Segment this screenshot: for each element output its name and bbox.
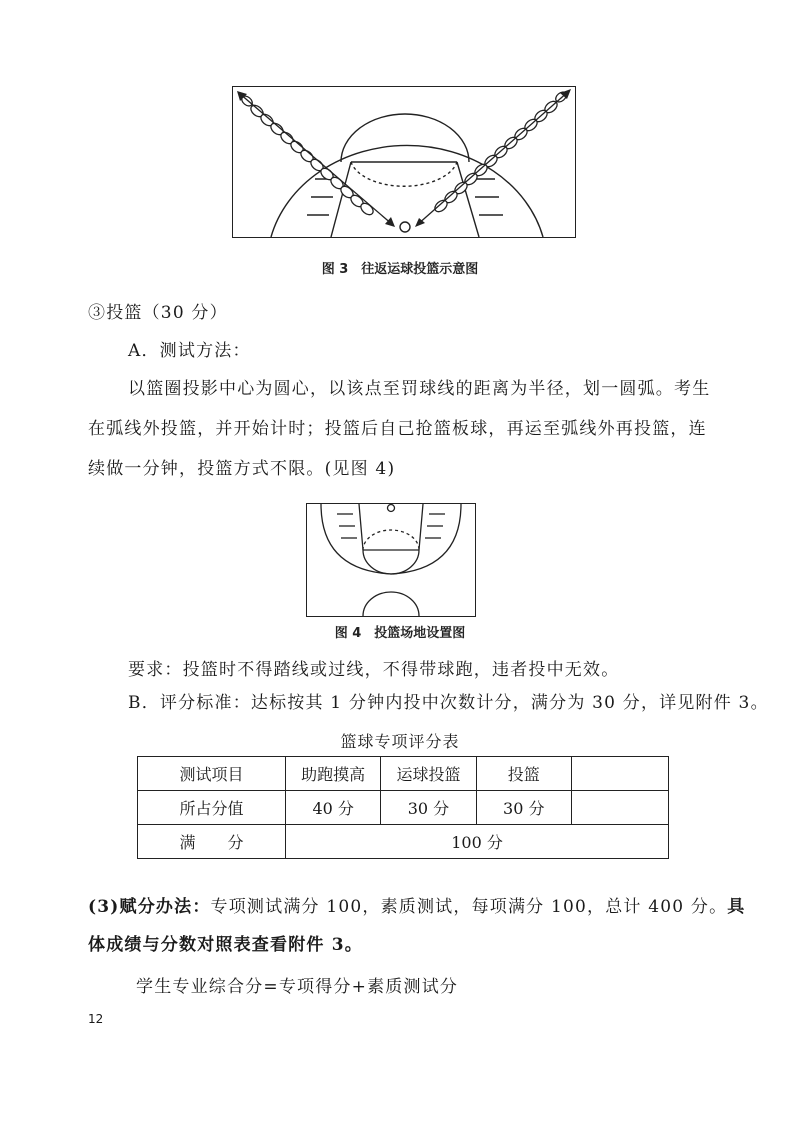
- table-cell: 30 分: [476, 791, 571, 825]
- table-cell: 测试项目: [138, 757, 286, 791]
- test-method-line-3: 续做一分钟，投篮方式不限。(见图 4): [88, 459, 396, 479]
- shooting-court-diagram: [307, 504, 475, 616]
- table-cell: 助跑摸高: [286, 757, 381, 791]
- scoring-method-line-1: [88, 890, 745, 924]
- scoring-method-bold-tail: 具: [727, 897, 746, 917]
- table-cell: [571, 791, 668, 825]
- scoring-standard-text: B．评分标准：达标按其 1 分钟内投中次数计分，满分为 30 分，详见附件 3。: [128, 693, 769, 713]
- table-row: [138, 757, 669, 791]
- figure-3-caption: 图 3 往返运球投篮示意图: [321, 262, 479, 277]
- page-number: 12: [88, 1012, 104, 1026]
- formula-text: 学生专业综合分=专项得分+素质测试分: [136, 977, 459, 997]
- shooting-heading: ③投篮（30 分）: [88, 303, 228, 323]
- figure-4-caption: 图 4 投篮场地设置图: [334, 626, 466, 641]
- table-row: [138, 791, 669, 825]
- table-cell: 100 分: [286, 825, 669, 859]
- table-cell: 运球投篮: [381, 757, 476, 791]
- table-row: [138, 825, 669, 859]
- table-cell: 30 分: [381, 791, 476, 825]
- table-cell: 40 分: [286, 791, 381, 825]
- figure-4-diagram: [306, 503, 476, 617]
- test-method-line-2: 在弧线外投篮，并开始计时；投篮后自己抢篮板球，再运至弧线外再投篮，连: [88, 419, 707, 439]
- scoring-method-text: 专项测试满分 100，素质测试，每项满分 100，总计 400 分。: [210, 897, 728, 917]
- requirement-text: 要求：投篮时不得踏线或过线，不得带球跑，违者投中无效。: [128, 660, 620, 680]
- table-cell: 所占分值: [138, 791, 286, 825]
- figure-3-diagram: [232, 86, 576, 238]
- score-table-title: 篮球专项评分表: [340, 732, 460, 751]
- scoring-method-label: (3)赋分办法：: [88, 897, 211, 917]
- scoring-method-line-2: 体成绩与分数对照表查看附件 3。: [88, 935, 363, 955]
- table-cell: [571, 757, 668, 791]
- test-method-line-1: 以篮圈投影中心为圆心，以该点至罚球线的距离为半径，划一圆弧。考生: [128, 379, 711, 399]
- table-cell: 投篮: [476, 757, 571, 791]
- basketball-score-table: [137, 756, 669, 859]
- test-method-label: A．测试方法：: [128, 341, 251, 361]
- court-dribble-diagram: [233, 87, 575, 237]
- table-cell: 满 分: [138, 825, 286, 859]
